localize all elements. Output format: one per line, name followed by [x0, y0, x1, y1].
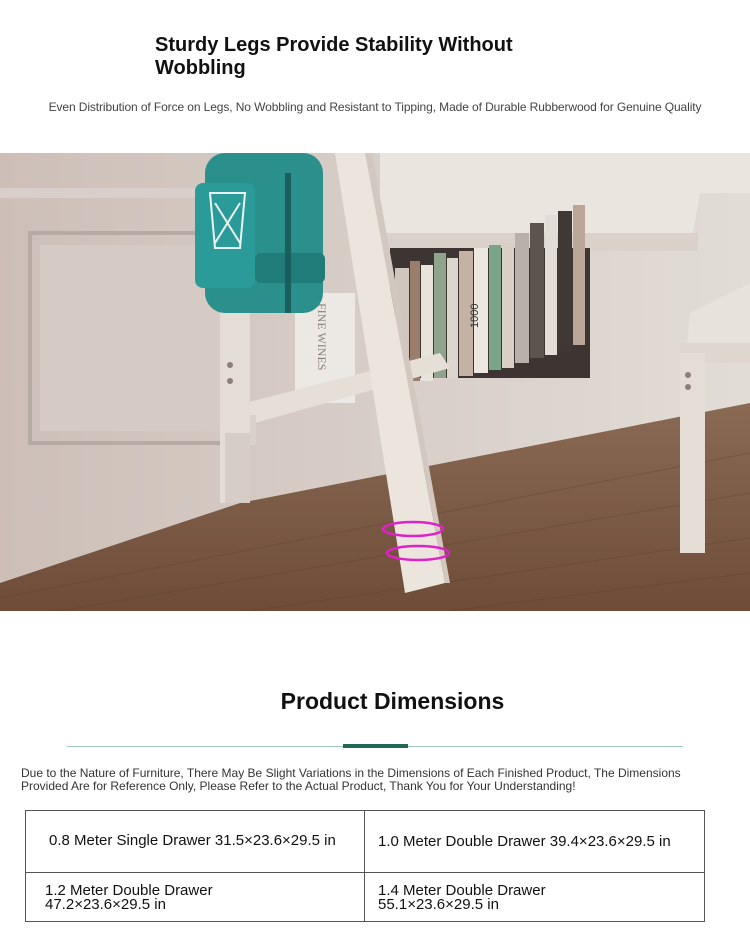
table-column-divider — [364, 810, 365, 922]
dimension-cell-1-4m — [378, 884, 546, 912]
dimension-cell-1-2m-name: 1.2 Meter Double Drawer — [45, 882, 213, 899]
subline: Even Distribution of Force on Legs, No Wobbling and Resistant to Tipping, Made of Durable Rubberwood for Genuine Quality — [48, 100, 702, 114]
book-label-1000: 1000 — [469, 303, 481, 328]
dimension-cell-1-4m-name: 1.4 Meter Double Drawer — [378, 882, 546, 899]
dimension-cell-1-4m-size: 55.1×23.6×29.5 in — [378, 896, 499, 913]
title-divider-accent — [343, 744, 408, 748]
dimension-cell-1-2m — [45, 884, 213, 912]
table-row-divider — [25, 872, 705, 873]
headline: Sturdy Legs Provide Stability Without Wobbling — [155, 34, 513, 79]
dimension-cell-1-2m-size: 47.2×23.6×29.5 in — [45, 896, 166, 913]
dimension-cell-0-8m: 0.8 Meter Single Drawer 31.5×23.6×29.5 in — [49, 832, 336, 849]
dimensions-title: Product Dimensions — [280, 688, 505, 714]
dimensions-note: Due to the Nature of Furniture, There May Be Slight Variations in the Dimensions of Each Finished Product, The Dimensions Provided Are for Reference Only, Please Refer to the Actual Product, Thank You for Your Understanding! — [21, 766, 681, 793]
product-photo — [0, 153, 750, 611]
dimension-cell-1-0m: 1.0 Meter Double Drawer 39.4×23.6×29.5 in — [378, 833, 671, 850]
book-label-fine-wines: FINE WINES — [315, 303, 329, 371]
